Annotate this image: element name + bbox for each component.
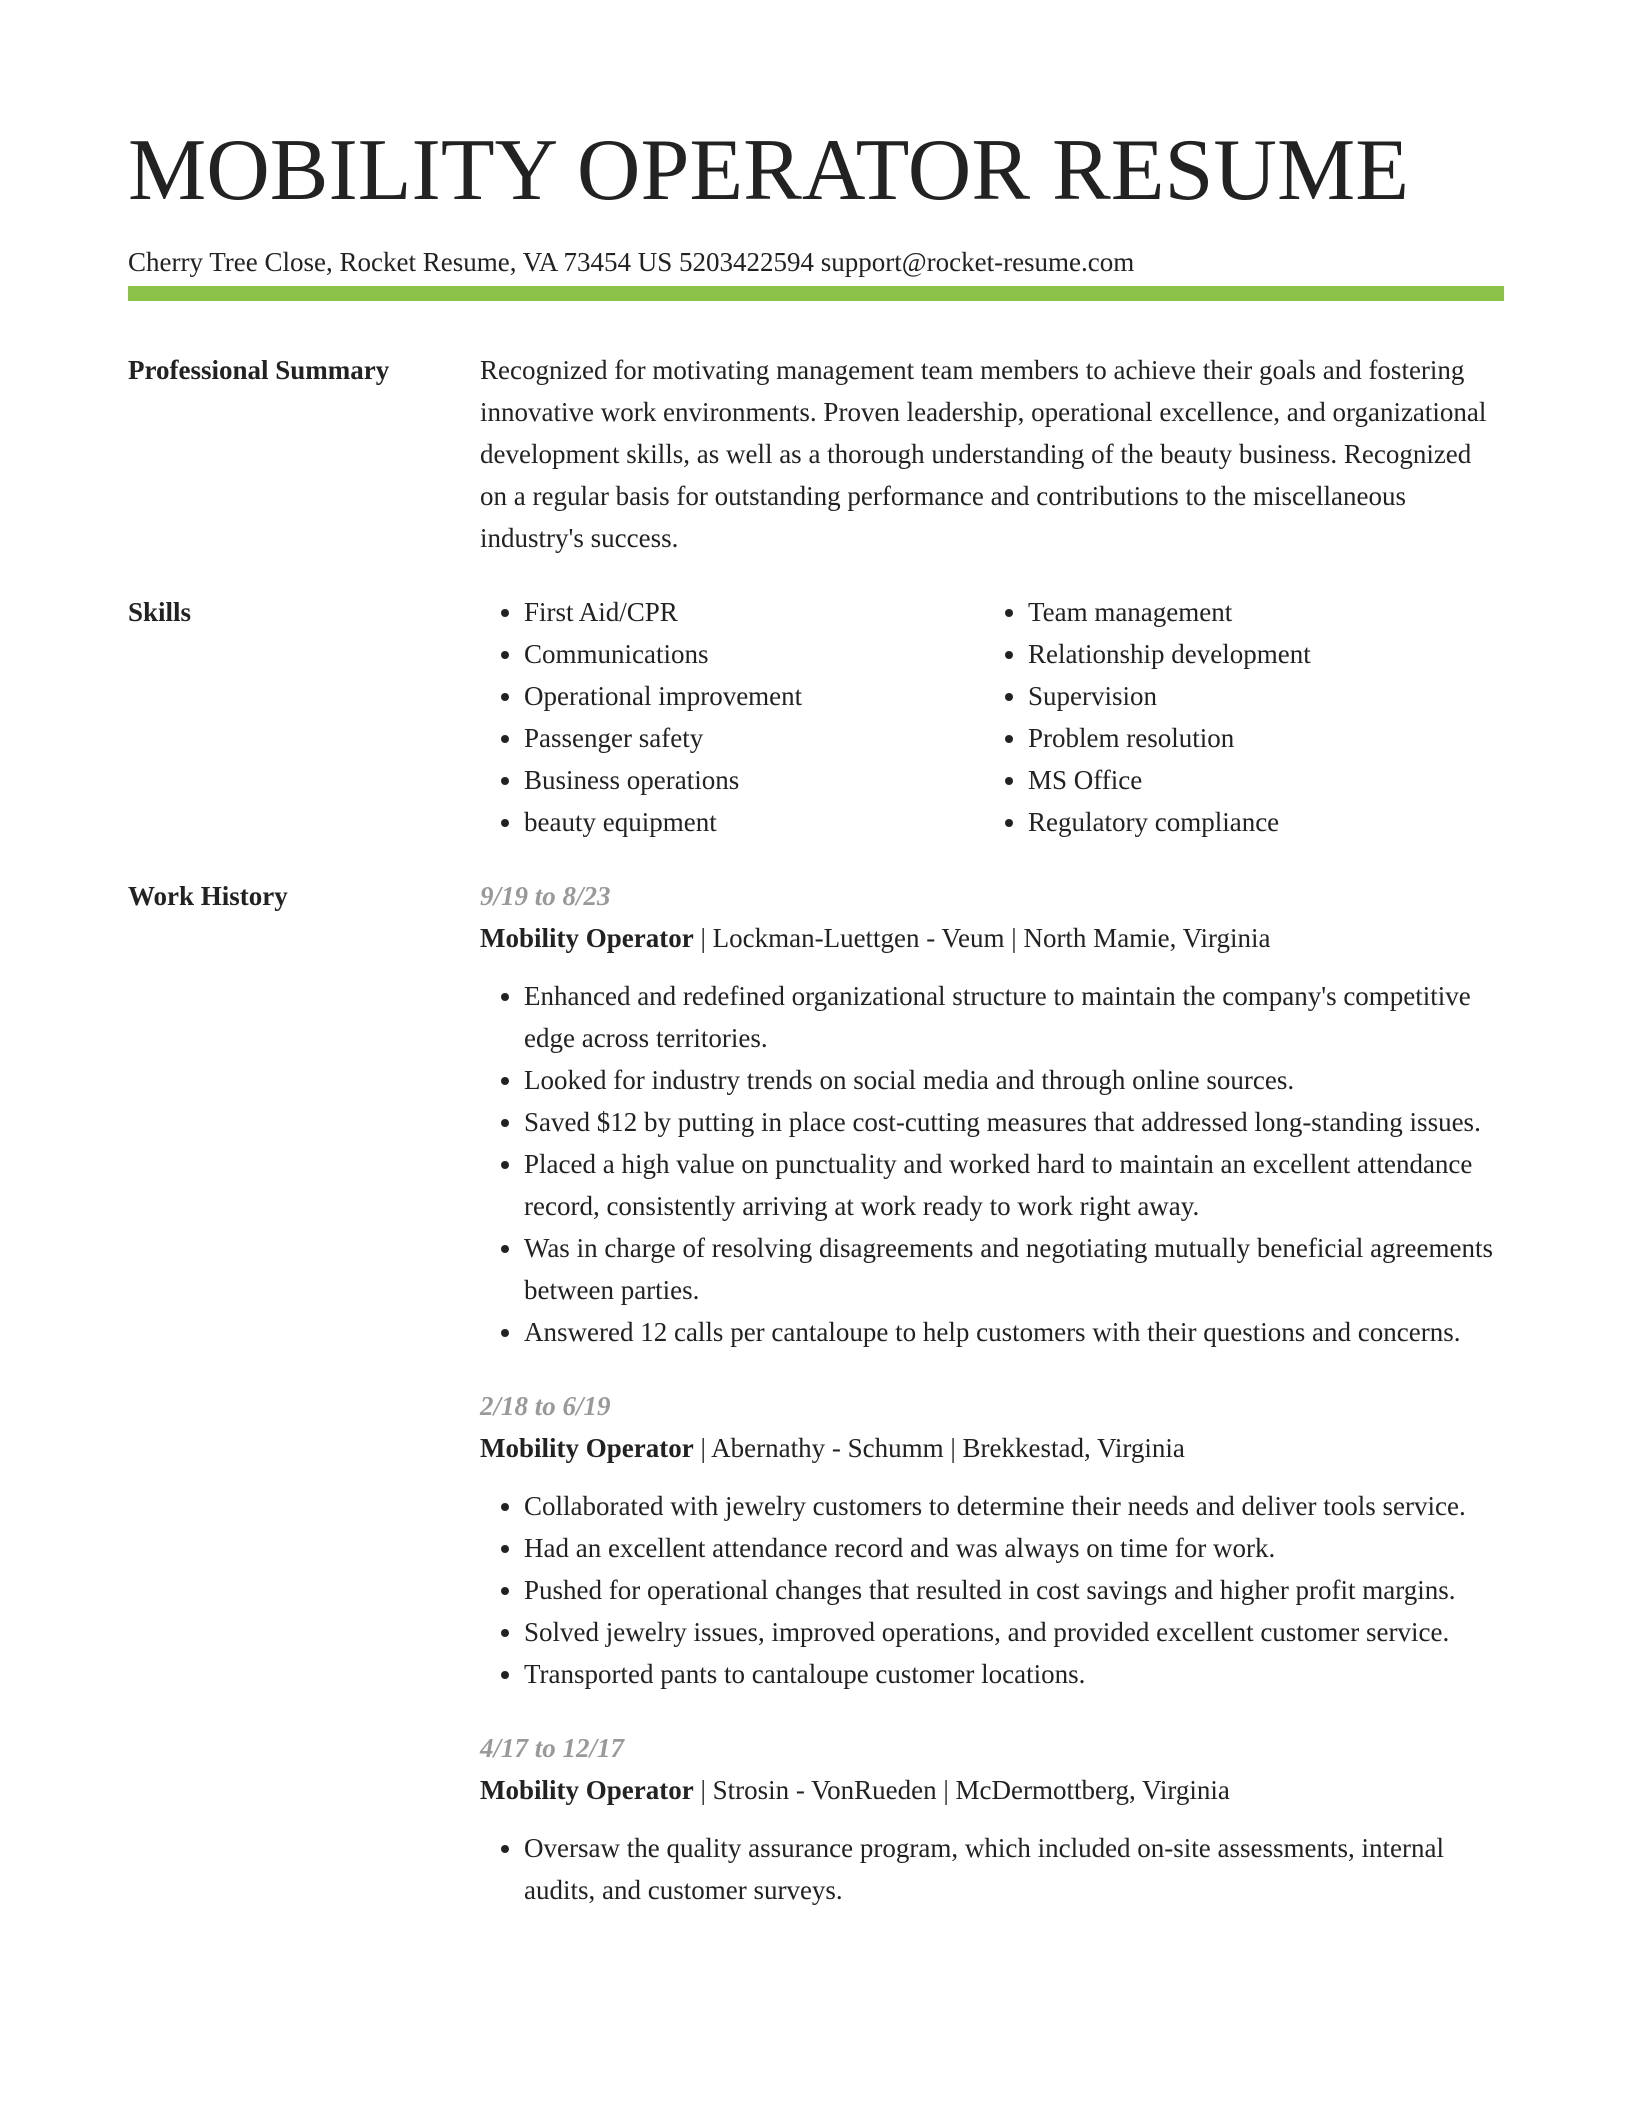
skills-list-left: [480, 591, 984, 843]
summary-heading: Professional Summary: [128, 355, 390, 385]
skill-item: • Communications: [524, 633, 984, 675]
job-dates: 4/17 to 12/17: [480, 1733, 625, 1763]
work-history-heading: Work History: [128, 881, 288, 911]
summary-section: [128, 349, 1504, 559]
skills-column-left: [480, 591, 984, 843]
job-bullet: • Looked for industry trends on social media and through online sources.: [524, 1059, 1504, 1101]
job-title: Mobility Operator: [480, 1775, 694, 1805]
job-title: Mobility Operator: [480, 1433, 694, 1463]
skill-item: • Passenger safety: [524, 717, 984, 759]
skill-item: • Team management: [1028, 591, 1488, 633]
job-bullets: [480, 1485, 1504, 1695]
summary-body: [480, 349, 1504, 559]
job-entry: [480, 1727, 1504, 1911]
skill-item: • Regulatory compliance: [1028, 801, 1488, 843]
skill-item: • First Aid/CPR: [524, 591, 984, 633]
job-bullet: • Placed a high value on punctuality and worked hard to maintain an excellent attendance record, consistently arriving at work ready to work right away.: [524, 1143, 1504, 1227]
summary-text: Recognized for motivating management team members to achieve their goals and fostering innovative work environments. Proven leadership, operational excellence, and organizational development skills, as well as a thorough understanding of the beauty business. Recognized on a regular basis for outstanding performance and contributions to the miscellaneous industry's success.: [480, 355, 1487, 553]
skills-column-right: [984, 591, 1488, 843]
skill-item: • Relationship development: [1028, 633, 1488, 675]
job-bullet: • Oversaw the quality assurance program, which included on-site assessments, internal audits, and customer surveys.: [524, 1827, 1504, 1911]
resume-header: [128, 118, 1504, 280]
job-bullet: • Had an excellent attendance record and was always on time for work.: [524, 1527, 1504, 1569]
job-dates: 9/19 to 8/23: [480, 881, 611, 911]
job-bullet: • Enhanced and redefined organizational structure to maintain the company's competitive edge across territories.: [524, 975, 1504, 1059]
job-bullet: • Transported pants to cantaloupe customer locations.: [524, 1653, 1504, 1695]
job-entry: [480, 1385, 1504, 1695]
job-bullet: • Solved jewelry issues, improved operations, and provided excellent customer service.: [524, 1611, 1504, 1653]
job-bullet: • Answered 12 calls per cantaloupe to help customers with their questions and concerns.: [524, 1311, 1504, 1353]
resume-content: [128, 349, 1504, 1975]
skills-section: [128, 591, 1504, 843]
skill-item: • Supervision: [1028, 675, 1488, 717]
job-employer-location: | Strosin - VonRueden | McDermottberg, Virginia: [693, 1775, 1230, 1805]
job-heading: [480, 1769, 1504, 1811]
skill-item: • MS Office: [1028, 759, 1488, 801]
job-entry: [480, 875, 1504, 1353]
work-history-body: [480, 875, 1504, 1943]
job-dates: 2/18 to 6/19: [480, 1391, 611, 1421]
job-employer-location: | Lockman-Luettgen - Veum | North Mamie, Virginia: [693, 923, 1271, 953]
job-heading: [480, 1427, 1504, 1469]
job-bullets: [480, 975, 1504, 1353]
skills-heading: Skills: [128, 597, 192, 627]
skills-list-right: [984, 591, 1488, 843]
job-bullet: • Collaborated with jewelry customers to determine their needs and deliver tools service.: [524, 1485, 1504, 1527]
skill-item: • Problem resolution: [1028, 717, 1488, 759]
contact-info: Cherry Tree Close, Rocket Resume, VA 73454 US 5203422594 support@rocket-resume.com: [128, 247, 1135, 277]
job-heading: [480, 917, 1504, 959]
job-title: Mobility Operator: [480, 923, 694, 953]
resume-title: MOBILITY OPERATOR RESUME: [128, 122, 1409, 219]
job-bullets: [480, 1827, 1504, 1911]
job-bullet: • Pushed for operational changes that resulted in cost savings and higher profit margins.: [524, 1569, 1504, 1611]
skills-body: [480, 591, 1504, 843]
job-employer-location: | Abernathy - Schumm | Brekkestad, Virginia: [693, 1433, 1185, 1463]
skill-item: • Business operations: [524, 759, 984, 801]
skill-item: • beauty equipment: [524, 801, 984, 843]
job-bullet: • Was in charge of resolving disagreements and negotiating mutually beneficial agreements between parties.: [524, 1227, 1504, 1311]
skill-item: • Operational improvement: [524, 675, 984, 717]
job-bullet: • Saved $12 by putting in place cost-cutting measures that addressed long-standing issues.: [524, 1101, 1504, 1143]
work-history-section: [128, 875, 1504, 1943]
accent-divider: [128, 286, 1504, 301]
